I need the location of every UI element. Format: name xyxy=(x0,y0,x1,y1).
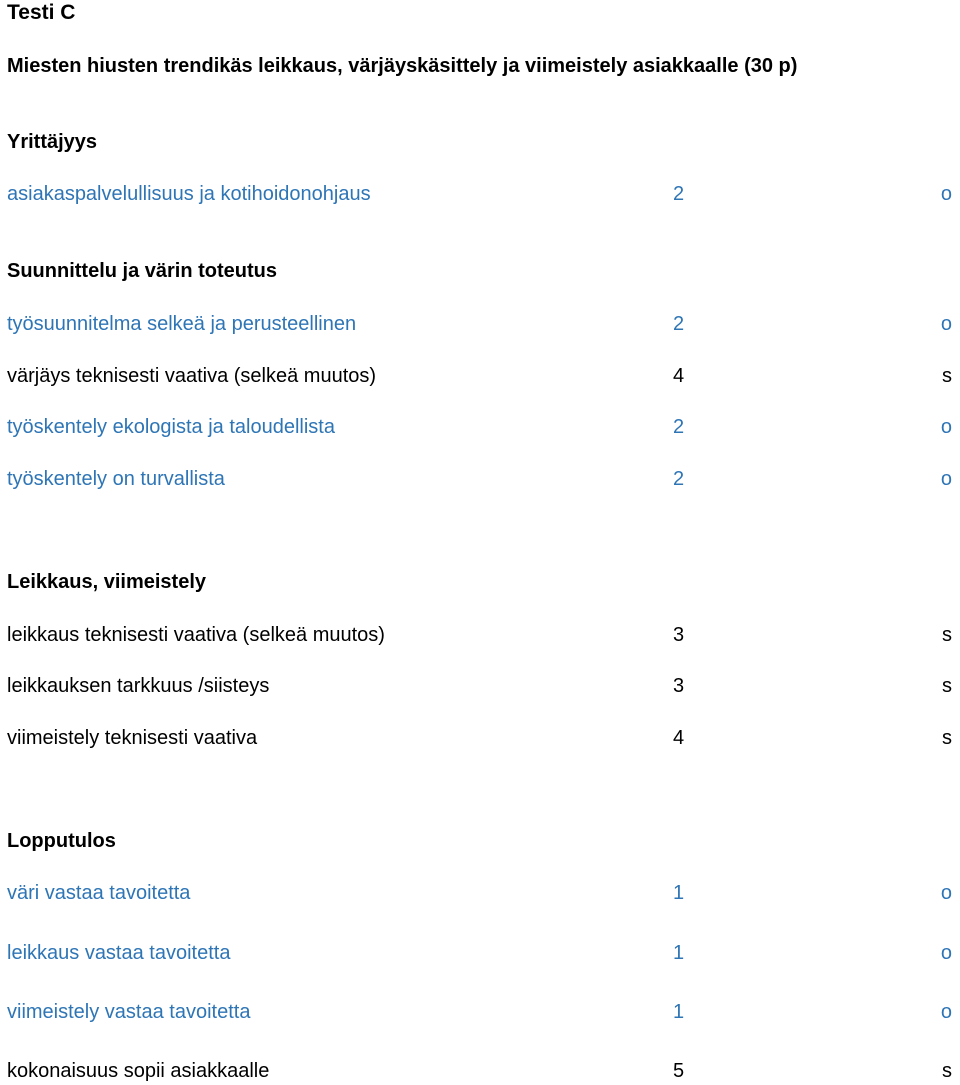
criteria-row xyxy=(0,725,960,751)
criteria-label: työskentely ekologista ja taloudellista xyxy=(7,416,335,438)
section-heading-lopputulos: Lopputulos xyxy=(7,830,116,852)
section-heading-suunnittelu: Suunnittelu ja värin toteutus xyxy=(7,260,278,282)
criteria-row xyxy=(0,880,960,906)
criteria-points: 1 xyxy=(673,882,685,904)
criteria-points: 2 xyxy=(673,313,685,335)
criteria-points: 2 xyxy=(673,416,685,438)
criteria-grade: o xyxy=(940,882,952,904)
criteria-row xyxy=(0,181,960,207)
criteria-grade: s xyxy=(942,727,952,749)
criteria-grade: s xyxy=(942,675,952,697)
criteria-label: leikkaus vastaa tavoitetta xyxy=(7,942,231,964)
section-heading-leikkaus: Leikkaus, viimeistely xyxy=(7,571,207,593)
criteria-row xyxy=(0,999,960,1025)
criteria-label: värjäys teknisesti vaativa (selkeä muutos) xyxy=(7,365,377,387)
criteria-grade: s xyxy=(942,365,952,387)
criteria-grade: s xyxy=(942,624,952,646)
section-heading-yrittajyys: Yrittäjyys xyxy=(7,131,98,153)
criteria-grade: s xyxy=(942,1060,952,1082)
criteria-points: 1 xyxy=(673,942,685,964)
criteria-row xyxy=(0,940,960,966)
criteria-row xyxy=(0,1058,960,1084)
criteria-label: työsuunnitelma selkeä ja perusteellinen xyxy=(7,313,357,335)
criteria-row xyxy=(0,414,960,440)
criteria-grade: o xyxy=(940,942,952,964)
criteria-grade: o xyxy=(940,468,952,490)
criteria-grade: o xyxy=(940,183,952,205)
criteria-label: asiakaspalvelullisuus ja kotihoidonohjaus xyxy=(7,183,371,205)
criteria-points: 3 xyxy=(673,624,685,646)
criteria-row xyxy=(0,673,960,699)
criteria-grade: o xyxy=(940,1001,952,1023)
criteria-points: 4 xyxy=(673,727,685,749)
criteria-grade: o xyxy=(940,416,952,438)
criteria-grade: o xyxy=(940,313,952,335)
criteria-points: 4 xyxy=(673,365,685,387)
criteria-points: 2 xyxy=(673,183,685,205)
criteria-points: 3 xyxy=(673,675,685,697)
criteria-label: leikkaus teknisesti vaativa (selkeä muutos) xyxy=(7,624,385,646)
criteria-label: kokonaisuus sopii asiakkaalle xyxy=(7,1060,270,1082)
criteria-label: leikkauksen tarkkuus /siisteys xyxy=(7,675,270,697)
criteria-row xyxy=(0,466,960,492)
criteria-row xyxy=(0,622,960,648)
criteria-points: 1 xyxy=(673,1001,685,1023)
task-title: Miesten hiusten trendikäs leikkaus, värjäyskäsittely ja viimeistely asiakkaalle (30 p) xyxy=(7,55,798,77)
test-title: Testi C xyxy=(7,1,76,24)
criteria-label: väri vastaa tavoitetta xyxy=(7,882,191,904)
criteria-label: viimeistely teknisesti vaativa xyxy=(7,727,258,749)
criteria-row xyxy=(0,363,960,389)
criteria-label: työskentely on turvallista xyxy=(7,468,225,490)
criteria-row xyxy=(0,311,960,337)
criteria-label: viimeistely vastaa tavoitetta xyxy=(7,1001,251,1023)
criteria-points: 2 xyxy=(673,468,685,490)
criteria-points: 5 xyxy=(673,1060,685,1082)
